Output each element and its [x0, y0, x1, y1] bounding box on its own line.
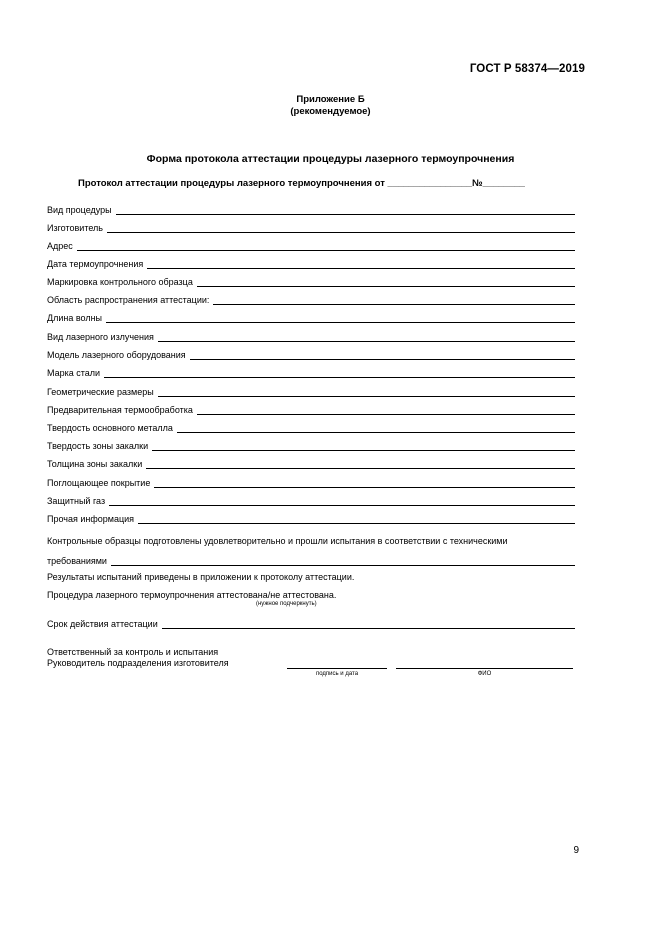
- field-blank-line[interactable]: [146, 458, 575, 469]
- field-label: Изготовитель: [47, 223, 103, 233]
- field-row: [47, 347, 575, 360]
- annex-title: Приложение Б: [296, 94, 365, 105]
- field-row: [47, 384, 575, 397]
- field-row: [47, 420, 575, 433]
- field-label: Модель лазерного оборудования: [47, 350, 186, 360]
- field-label: Предварительная термообработка: [47, 405, 193, 415]
- field-row: [47, 402, 575, 415]
- signature-blank-line[interactable]: [287, 668, 387, 669]
- field-label: Вид процедуры: [47, 205, 112, 215]
- field-label: Дата термоупрочнения: [47, 259, 144, 269]
- field-blank-line[interactable]: [154, 477, 575, 488]
- field-blank-line[interactable]: [197, 404, 575, 415]
- validity-blank-line[interactable]: [162, 618, 575, 629]
- procedure-hint: (нужное подчеркнуть): [256, 601, 317, 607]
- protocol-line: [78, 178, 525, 189]
- field-label: Поглощающее покрытие: [47, 478, 151, 488]
- annex-heading: [0, 94, 661, 118]
- field-row: [47, 511, 575, 524]
- responsible-label: Ответственный за контроль и испытания: [47, 647, 219, 657]
- field-label: Твердость зоны закалки: [47, 441, 149, 451]
- control-samples-row: [47, 553, 575, 566]
- field-row: [47, 256, 575, 269]
- field-row: [47, 310, 575, 323]
- field-label: Длина волны: [47, 313, 103, 323]
- validity-row: [47, 616, 575, 629]
- field-row: [47, 493, 575, 506]
- name-blank-line[interactable]: [396, 668, 573, 669]
- protocol-label: Протокол аттестации процедуры лазерного термоупрочнения от: [78, 178, 385, 189]
- field-label: Адрес: [47, 241, 73, 251]
- field-blank-line[interactable]: [104, 367, 575, 378]
- results-statement: Результаты испытаний приведены в приложении к протоколу аттестации.: [47, 572, 355, 582]
- field-label: Область распространения аттестации:: [47, 295, 210, 305]
- form-title: Форма протокола аттестации процедуры лазерного термоупрочнения: [146, 153, 515, 165]
- field-blank-line[interactable]: [197, 276, 575, 287]
- field-blank-line[interactable]: [109, 495, 575, 506]
- validity-label: Срок действия аттестации: [47, 619, 158, 629]
- control-samples-statement: [47, 533, 575, 549]
- field-blank-line[interactable]: [106, 312, 575, 323]
- page-number: 9: [573, 845, 579, 856]
- field-row: [47, 329, 575, 342]
- signatory-block: [47, 647, 229, 669]
- field-blank-line[interactable]: [138, 513, 575, 524]
- standard-code: ГОСТ Р 58374—2019: [469, 63, 585, 75]
- field-blank-line[interactable]: [107, 222, 575, 233]
- protocol-number-label: №: [472, 178, 483, 189]
- field-blank-line[interactable]: [213, 294, 575, 305]
- field-label: Защитный газ: [47, 496, 106, 506]
- field-blank-line[interactable]: [177, 422, 575, 433]
- field-row: [47, 238, 575, 251]
- protocol-number-blank: ________: [482, 178, 525, 189]
- head-label: Руководитель подразделения изготовителя: [47, 658, 229, 668]
- field-blank-line[interactable]: [152, 440, 575, 451]
- protocol-date-blank: ________________: [387, 178, 473, 189]
- field-blank-line[interactable]: [116, 204, 575, 215]
- field-row: [47, 438, 575, 451]
- field-row: [47, 365, 575, 378]
- field-blank-line[interactable]: [190, 349, 575, 360]
- field-label: Марка стали: [47, 368, 101, 378]
- requirements-blank-line[interactable]: [111, 555, 575, 566]
- field-row: [47, 456, 575, 469]
- field-row: [47, 220, 575, 233]
- field-blank-line[interactable]: [147, 258, 575, 269]
- field-row: [47, 274, 575, 287]
- field-label: Толщина зоны закалки: [47, 459, 143, 469]
- sign-date-caption: подпись и дата: [315, 671, 359, 677]
- procedure-statement: Процедура лазерного термоупрочнения аттестована/не аттестована.: [47, 590, 337, 600]
- field-label: Вид лазерного излучения: [47, 332, 154, 342]
- control-samples-line-1: Контрольные образцы подготовлены удовлетворительно и прошли испытания в соответствии с техническими: [47, 536, 508, 546]
- field-row: [47, 292, 575, 305]
- field-label: Маркировка контрольного образца: [47, 277, 193, 287]
- field-blank-line[interactable]: [77, 240, 575, 251]
- field-blank-line[interactable]: [158, 331, 575, 342]
- annex-status: (рекомендуемое): [290, 106, 371, 117]
- control-samples-line-2: требованиями: [47, 556, 107, 566]
- field-label: Твердость основного металла: [47, 423, 173, 433]
- field-label: Прочая информация: [47, 514, 135, 524]
- name-caption: ФИО: [477, 671, 492, 677]
- field-row: [47, 475, 575, 488]
- field-row: [47, 202, 575, 215]
- field-blank-line[interactable]: [158, 386, 575, 397]
- field-label: Геометрические размеры: [47, 387, 154, 397]
